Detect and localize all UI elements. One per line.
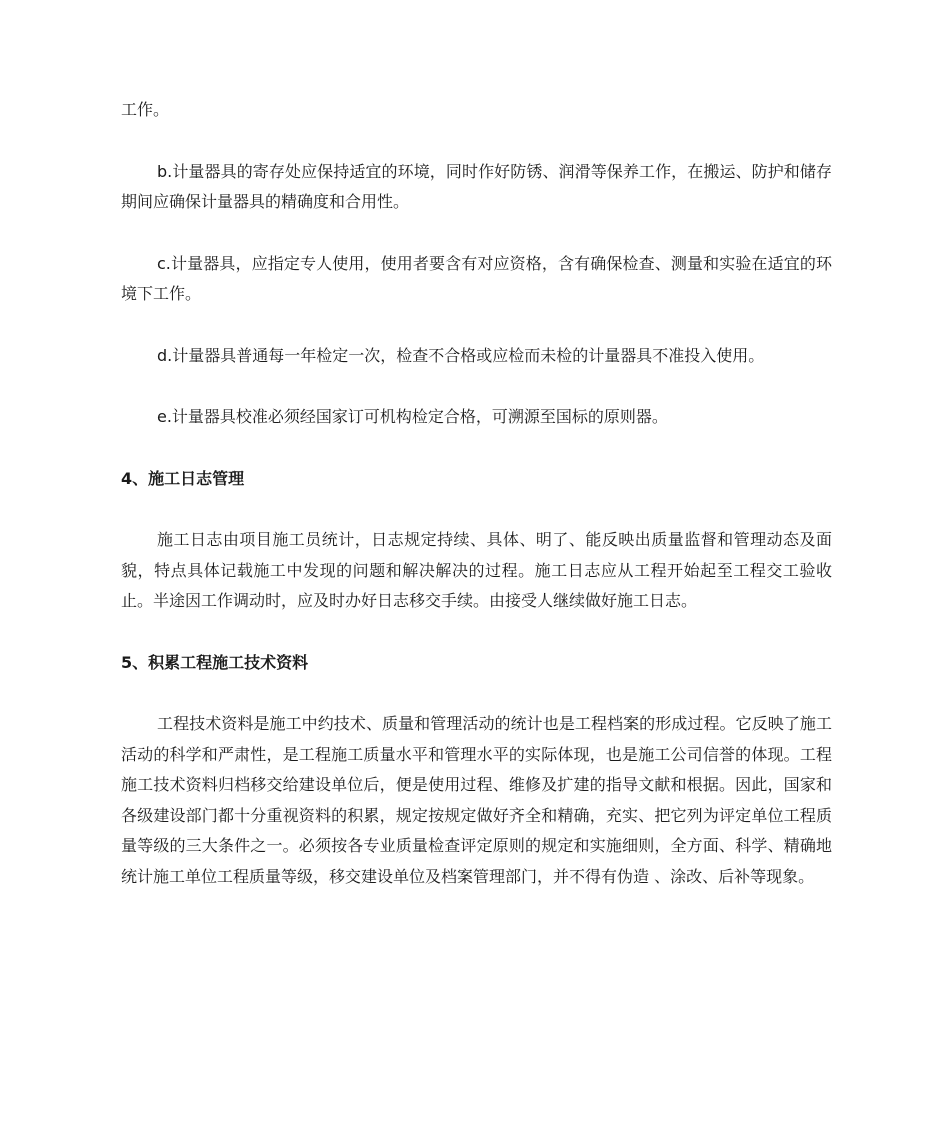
section-heading-5: 5、积累工程施工技术资料 <box>121 652 309 672</box>
paragraph-technical-records: 工程技术资料是施工中约技术、质量和管理活动的统计也是工程档案的形成过程。它反映了施工活动的科学和严肃性，是工程施工质量水平和管理水平的实际体现，也是施工公司信誉的体现。工程施工技术资料归档移交给建设单位后，便是使用过程、维修及扩建的指导文献和根据。因此，国家和各级建设部门都十分重视资料的积累，规定按规定做好齐全和精确，充实、把它列为评定单位工程质量等级的三大条件之一。必须按各专业质量检查评定原则的规定和实施细则，全方面、科学、精确地统计施工单位工程质量等级，移交建设单位及档案管理部门，并不得有伪造 、涂改、后补等现象。 <box>121 714 832 886</box>
paragraph-item-b: b.计量器具的寄存处应保持适宜的环境，同时作好防锈、润滑等保养工作，在搬运、防护和储存期间应确保计量器具的精确度和合用性。 <box>121 161 832 211</box>
paragraph-item-e: e.计量器具校准必须经国家订可机构检定合格，可溯源至国标的原则器。 <box>157 407 668 426</box>
section-heading-4: 4、施工日志管理 <box>121 468 245 488</box>
paragraph-item-d: d.计量器具普通每一年检定一次，检查不合格或应检而未检的计量器具不准投入使用。 <box>157 345 765 365</box>
paragraph-continuation: 工作。 <box>121 100 170 119</box>
paragraph-item-c: c.计量器具，应指定专人使用，使用者要含有对应资格，含有确保检查、测量和实验在适宜的环境下工作。 <box>121 253 832 303</box>
paragraph-construction-log: 施工日志由项目施工员统计，日志规定持续、具体、明了、能反映出质量监督和管理动态及面貌，特点具体记载施工中发现的问题和解决解决的过程。施工日志应从工程开始起至工程交工验收止。半途因工作调动时，应及时办好日志移交手续。由接受人继续做好施工日志。 <box>121 530 832 610</box>
